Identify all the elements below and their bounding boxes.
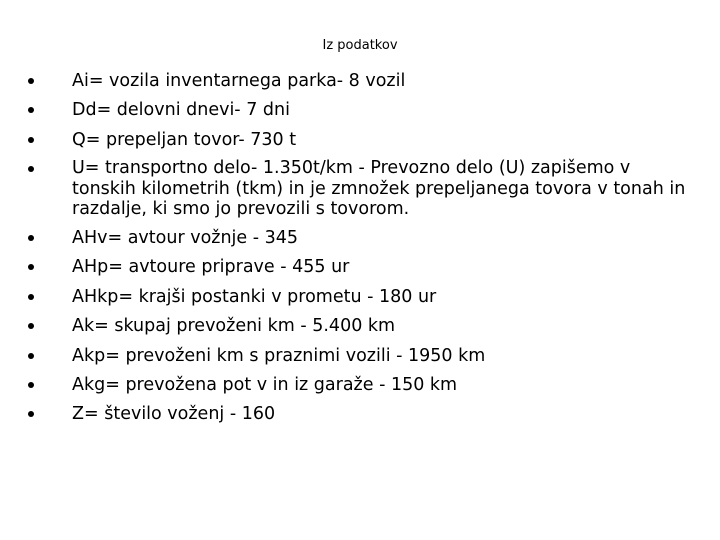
list-item (28, 129, 696, 151)
bullet-icon (28, 107, 34, 113)
list-item-text: Z= število voženj - 160 (72, 404, 276, 425)
list-item-text: Q= prepeljan tovor- 730 t (72, 129, 297, 150)
list-item (28, 315, 696, 337)
list-item-text: AHv= avtour vožnje - 345 (72, 228, 299, 249)
list-item (28, 158, 696, 220)
list-item-text: Ak= skupaj prevoženi km - 5.400 km (72, 316, 396, 337)
bullet-icon (28, 411, 34, 417)
bullet-icon (28, 264, 34, 270)
bullet-icon (28, 353, 34, 359)
list-item (28, 374, 696, 396)
bullet-icon (28, 323, 34, 329)
list-item-text: Akp= prevoženi km s praznimi vozili - 1950 km (72, 345, 486, 366)
list-item (28, 70, 696, 92)
list-item (28, 286, 696, 308)
bullet-icon (28, 137, 34, 143)
bullet-icon (28, 294, 34, 300)
list-item (28, 227, 696, 249)
list-item (28, 99, 696, 121)
bullet-list (28, 70, 696, 433)
bullet-icon (28, 235, 34, 241)
bullet-icon (28, 166, 34, 172)
bullet-icon (28, 78, 34, 84)
list-item-text: Ai= vozila inventarnega parka- 8 vozil (72, 71, 406, 91)
list-item-text: AHkp= krajši postanki v prometu - 180 ur (72, 286, 437, 307)
list-item-text: U= transportno delo- 1.350t/km - Prevozno delo (U) zapišemo v tonskih kilometrih (tkm) in je zmnožek prepeljanega tovora v tonah in razdalje, ki smo jo prevozili s tovorom. (72, 158, 686, 220)
list-item-text: Akg= prevožena pot v in iz garaže - 150 km (72, 375, 458, 396)
list-item (28, 403, 696, 425)
slide-title: Iz podatkov (322, 38, 398, 53)
bullet-icon (28, 382, 34, 388)
list-item-text: Dd= delovni dnevi- 7 dni (72, 100, 290, 121)
list-item (28, 256, 696, 278)
list-item-text: AHp= avtoure priprave - 455 ur (72, 257, 350, 278)
list-item (28, 345, 696, 367)
